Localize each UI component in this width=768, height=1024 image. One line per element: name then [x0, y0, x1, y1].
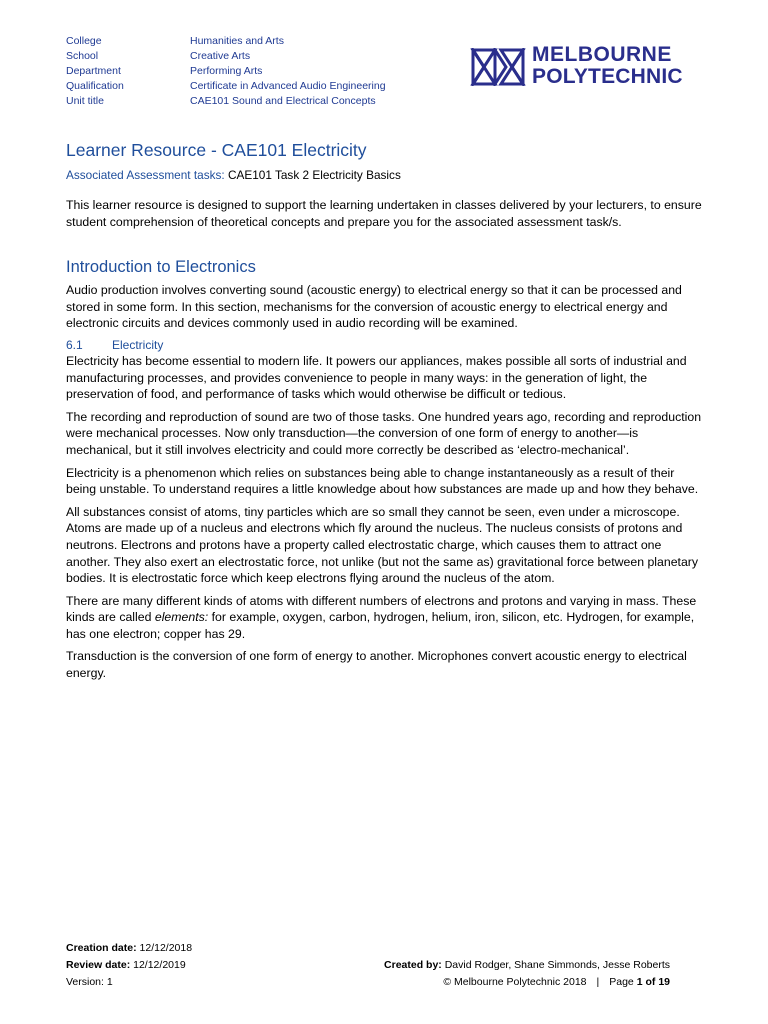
- created-by: Created by: David Rodger, Shane Simmonds, Jesse Roberts: [384, 959, 670, 971]
- document-metadata: [66, 34, 490, 109]
- section-lead: Audio production involves converting sound (acoustic energy) to electrical energy so that it can be processed and stored in some form. In this section, mechanisms for the conversion of acoustic energy to electrical energy and electronic circuits and devices commonly used in audio recording will be examined.: [66, 283, 682, 331]
- associated-tasks-value: CAE101 Task 2 Electricity Basics: [227, 168, 401, 182]
- body-paragraph: All substances consist of atoms, tiny particles which are so small they cannot be seen, even under a microscope. Atoms are made up of a nucleus and electrons which fly around the nucleus. The nucleus consists of protons and neutrons. Electrons and protons have a property called electrostatic charge, which causes them to attract one another. They also exert an electrostatic force, not unlike (but not the same as) gravitational force between planetary bodies. It is electrostatic force which keep electrons flying around the nucleus of the atom.: [66, 504, 699, 586]
- page-title: Learner Resource - CAE101 Electricity: [66, 140, 367, 160]
- associated-tasks-label: Associated Assessment tasks: [66, 168, 222, 182]
- meta-label: Unit title: [66, 95, 104, 107]
- meta-label: Qualification: [66, 80, 124, 92]
- body-paragraph: Transduction is the conversion of one form of energy to another. Microphones convert acoustic energy to electrical energy.: [66, 649, 687, 681]
- meta-value: Creative Arts: [190, 50, 251, 62]
- subsection-number: 6.1: [66, 337, 83, 352]
- logo-line-1: MELBOURNE: [532, 43, 672, 66]
- creation-date: Creation date: 12/12/2018: [66, 942, 193, 954]
- emphasis-elements: elements:: [154, 610, 209, 625]
- logo-wordmark: [532, 44, 683, 88]
- melbourne-polytechnic-logo: [470, 44, 710, 94]
- intro-paragraph: This learner resource is designed to support the learning undertaken in classes delivered by your lecturers, to ensure student comprehension of theoretical concepts and prepare you for the associated assessment task/s.: [66, 198, 702, 229]
- version: Version: 1: [66, 976, 113, 988]
- body-paragraph: Electricity is a phenomenon which relies on substances being able to change instantaneously as a result of their being unstable. To understand requires a little knowledge about how substances are made up and how they behave.: [66, 465, 699, 497]
- review-date: Review date: 12/12/2019: [66, 959, 186, 971]
- footer-credits: [384, 957, 670, 991]
- page-number: Page 1 of 19: [609, 976, 670, 988]
- meta-value: Humanities and Arts: [190, 35, 284, 47]
- meta-label: School: [66, 50, 99, 62]
- logo-line-2: POLYTECHNIC: [532, 65, 683, 88]
- meta-value: CAE101 Sound and Electrical Concepts: [190, 95, 376, 107]
- meta-label: College: [66, 35, 102, 47]
- meta-label: Department: [66, 65, 121, 77]
- body-paragraph: The recording and reproduction of sound are two of those tasks. One hundred years ago, recording and reproduction were mechanical processes. Now only transduction—the conversion of one form of energy to another—is mechanical, but it still involves electricity and could more correctly be described as ‘electro-mechanical’.: [66, 409, 702, 457]
- copyright-page: © Melbourne Polytechnic 2018 | Page 1 of 19: [443, 976, 670, 988]
- copyright: © Melbourne Polytechnic 2018: [443, 976, 587, 988]
- logo-mark-icon: [470, 48, 526, 86]
- footer-dates: [66, 940, 192, 991]
- document-body: [66, 138, 706, 688]
- subsection-title: Electricity: [112, 337, 164, 352]
- body-paragraph: Electricity has become essential to modern life. It powers our appliances, makes possible all sorts of industrial and manufacturing processes, and provides convenience to people in many ways: in the generation of light, the preservation of food, and performance of tasks which would otherwise be difficult or tedious.: [66, 353, 687, 402]
- section-heading: Introduction to Electronics: [66, 258, 256, 277]
- subsection-heading: [66, 338, 706, 353]
- meta-value: Performing Arts: [190, 65, 263, 77]
- meta-value: Certificate in Advanced Audio Engineering: [190, 80, 386, 92]
- associated-tasks: Associated Assessment tasks: CAE101 Task 2 Electricity Basics: [66, 168, 401, 182]
- body-paragraph: There are many different kinds of atoms with different numbers of electrons and protons and varying in mass. These kinds are called elements: for example, oxygen, carbon, hydrogen, helium, iron, silicon, etc. Hydrogen, for example, has one electron; copper has 29.: [66, 593, 697, 641]
